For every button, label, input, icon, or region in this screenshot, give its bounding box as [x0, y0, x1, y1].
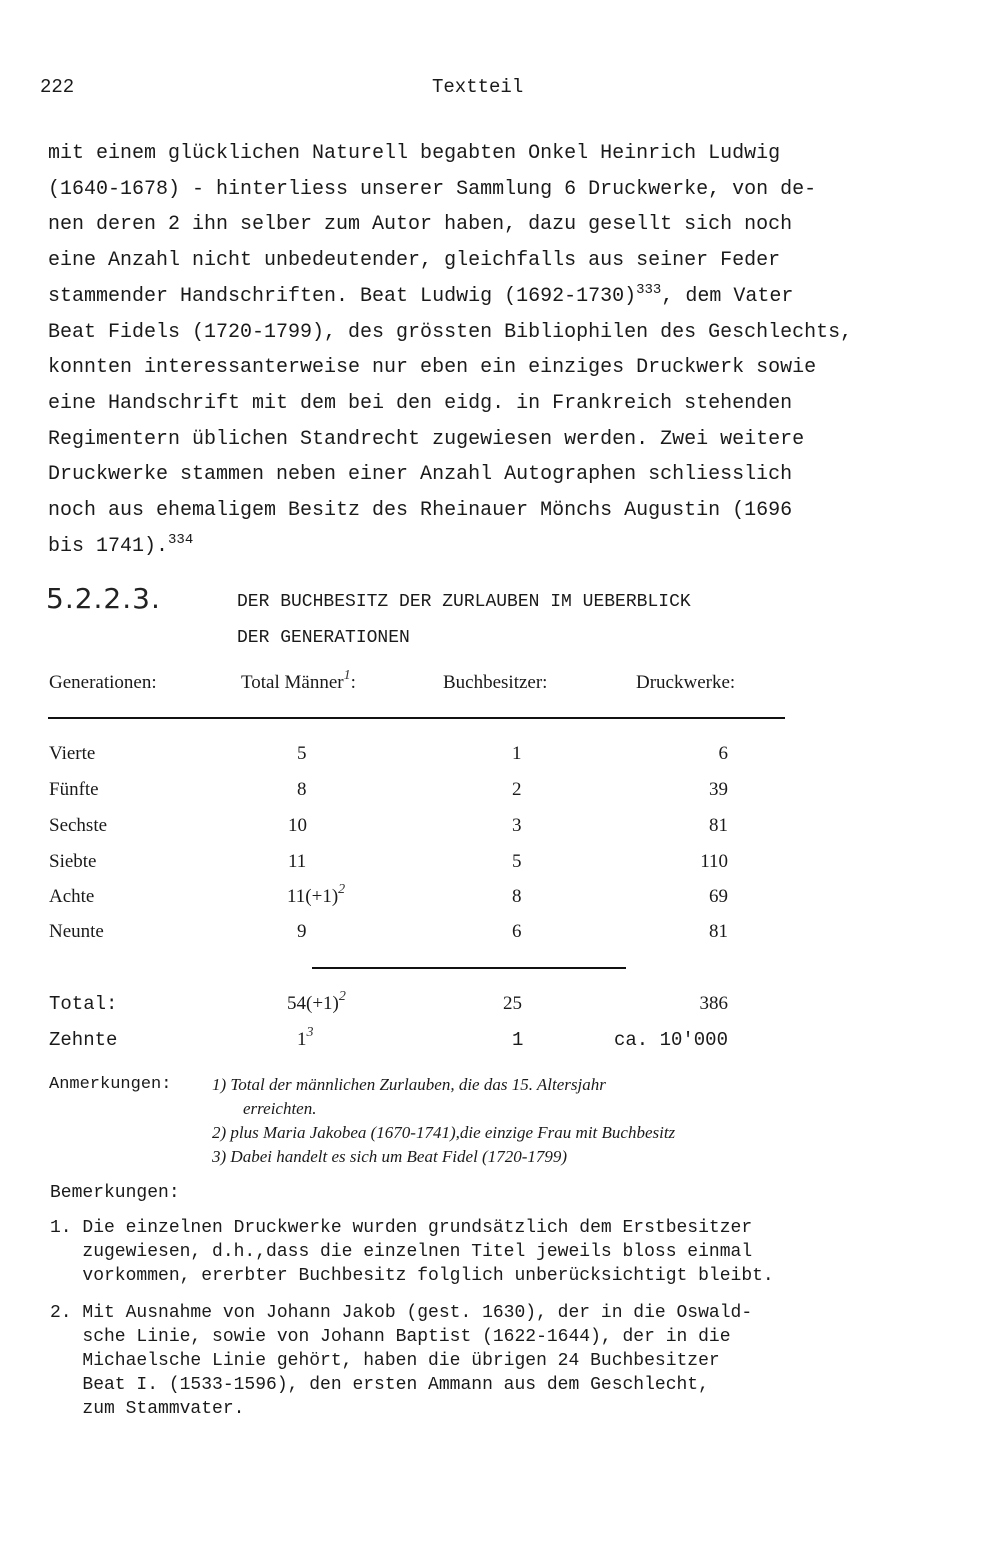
row-total: 5 [297, 743, 307, 764]
section-title [237, 584, 691, 656]
row-besitzer: 8 [512, 886, 522, 907]
row-besitzer: 6 [512, 921, 522, 942]
notes-label: Anmerkungen: [49, 1075, 172, 1094]
footnote-ref: 334 [168, 531, 194, 548]
row-name: Achte [49, 886, 95, 907]
paragraph-line: Regimentern üblichen Standrecht zugewiesen werden. Zwei weitere [48, 427, 805, 451]
total-row-name: Total: [49, 993, 118, 1015]
row-besitzer: 1 [512, 743, 522, 764]
zehnte-row-value: 1 [297, 1029, 307, 1050]
zehnte-row-besitzer: 1 [512, 1029, 524, 1051]
total-row-besitzer: 25 [503, 993, 522, 1014]
row-druckwerke: 69 [709, 886, 728, 907]
total-row-druckwerke: 386 [699, 993, 728, 1014]
note-1-continuation: erreichten. [243, 1099, 317, 1118]
zehnte-row-druckwerke: ca. 10'000 [613, 1029, 728, 1051]
paragraph-line: eine Anzahl nicht unbedeutender, gleichfalls aus seiner Feder [48, 249, 781, 273]
row-total [287, 882, 346, 908]
total-row-sup: 2 [338, 989, 346, 1004]
zehnte-row-name: Zehnte [49, 1029, 118, 1051]
row-druckwerke: 81 [709, 921, 728, 942]
remark-line: vorkommen, ererbter Buchbesitz folglich unberücksichtigt bleibt. [50, 1266, 774, 1286]
paragraph-line: noch aus ehemaligem Besitz des Rheinauer Mönchs Augustin (1696 [48, 499, 793, 523]
table-sum-rule [312, 967, 626, 969]
col-header-total [241, 668, 356, 694]
total-row-value: 54(+1) [287, 993, 339, 1014]
paragraph-line [48, 529, 852, 565]
paragraph-line: mit einem glücklichen Naturell begabten Onkel Heinrich Ludwig [48, 142, 781, 165]
row-total: 10 [288, 815, 307, 836]
paragraph-line: Beat Fidels (1720-1799), des grössten Bibliophilen des Geschlechts, [48, 320, 853, 344]
col-header-besitzer: Buchbesitzer: [443, 672, 548, 693]
row-name: Sechste [49, 815, 108, 836]
remark-line: zum Stammvater. [50, 1399, 245, 1419]
col-header-sup: 1 [343, 668, 351, 683]
col-header-total-text: Total Männer [241, 672, 344, 693]
section-number: 5.2.2.3. [46, 582, 161, 615]
note-1: 1) Total der männlichen Zurlauben, die das 15. Altersjahr [212, 1075, 606, 1094]
row-besitzer: 5 [512, 851, 522, 872]
running-title: Textteil [432, 76, 524, 98]
row-total: 8 [297, 779, 307, 800]
paragraph-line: konnten interessanterweise nur eben ein einziges Druckwerk sowie [48, 356, 817, 380]
section-title-line: DER GENERATIONEN [237, 628, 410, 648]
zehnte-row-total [297, 1025, 314, 1051]
page-number: 222 [40, 76, 75, 98]
remark-1 [50, 1216, 774, 1288]
row-total: 11 [288, 851, 307, 872]
remark-line: Beat I. (1533-1596), den ersten Ammann aus dem Geschlecht, [50, 1375, 709, 1395]
body-paragraph [48, 136, 852, 564]
paragraph-text: , dem Vater [661, 284, 794, 308]
col-header-colon: : [350, 672, 356, 693]
row-name: Vierte [49, 743, 96, 764]
note-2: 2) plus Maria Jakobea (1670-1741),die einzige Frau mit Buchbesitz [212, 1123, 676, 1142]
remark-line: sche Linie, sowie von Johann Baptist (1622-1644), der in die [50, 1327, 731, 1347]
remark-line: Michaelsche Linie gehört, haben die übrigen 24 Buchbesitzer [50, 1351, 720, 1371]
row-total: 9 [297, 921, 307, 942]
remark-line: 1. Die einzelnen Druckwerke wurden grundsätzlich dem Erstbesitzer [50, 1218, 753, 1238]
paragraph-line: nen deren 2 ihn selber zum Autor haben, dazu gesellt sich noch [48, 213, 793, 237]
row-besitzer: 2 [512, 779, 522, 800]
paragraph-text: bis 1741). [48, 534, 169, 558]
row-druckwerke: 6 [718, 743, 728, 764]
remark-2 [50, 1301, 752, 1421]
row-name: Neunte [49, 921, 104, 942]
row-name: Fünfte [49, 779, 99, 800]
row-besitzer: 3 [512, 815, 522, 836]
paragraph-line: (1640-1678) - hinterliess unserer Sammlung 6 Druckwerke, von de- [48, 177, 817, 201]
footnote-ref: 333 [636, 281, 662, 298]
paragraph-line: Druckwerke stammen neben einer Anzahl Autographen schliesslich [48, 463, 793, 487]
note-3: 3) Dabei handelt es sich um Beat Fidel (1720-1799) [212, 1147, 568, 1166]
row-druckwerke: 81 [709, 815, 728, 836]
table-header-rule [48, 717, 785, 719]
col-header-druckwerke: Druckwerke: [636, 672, 736, 693]
remarks-label: Bemerkungen: [50, 1183, 180, 1203]
zehnte-row-sup: 3 [306, 1025, 314, 1040]
row-total-value: 11(+1) [287, 886, 339, 907]
remark-line: 2. Mit Ausnahme von Johann Jakob (gest. 1630), der in die Oswald- [50, 1303, 753, 1323]
paragraph-line: eine Handschrift mit dem bei den eidg. in Frankreich stehenden [48, 391, 793, 415]
row-name: Siebte [49, 851, 97, 872]
section-title-line: DER BUCHBESITZ DER ZURLAUBEN IM UEBERBLICK [237, 592, 691, 612]
col-header-generationen: Generationen: [49, 672, 157, 693]
paragraph-line [48, 279, 852, 315]
total-row-total [287, 989, 346, 1015]
row-druckwerke: 39 [709, 779, 728, 800]
row-total-sup: 2 [338, 882, 346, 897]
paragraph-text: stammender Handschriften. Beat Ludwig (1692-1730) [48, 284, 637, 308]
remark-line: zugewiesen, d.h.,dass die einzelnen Titel jeweils bloss einmal [50, 1242, 753, 1262]
row-druckwerke: 110 [700, 851, 728, 872]
